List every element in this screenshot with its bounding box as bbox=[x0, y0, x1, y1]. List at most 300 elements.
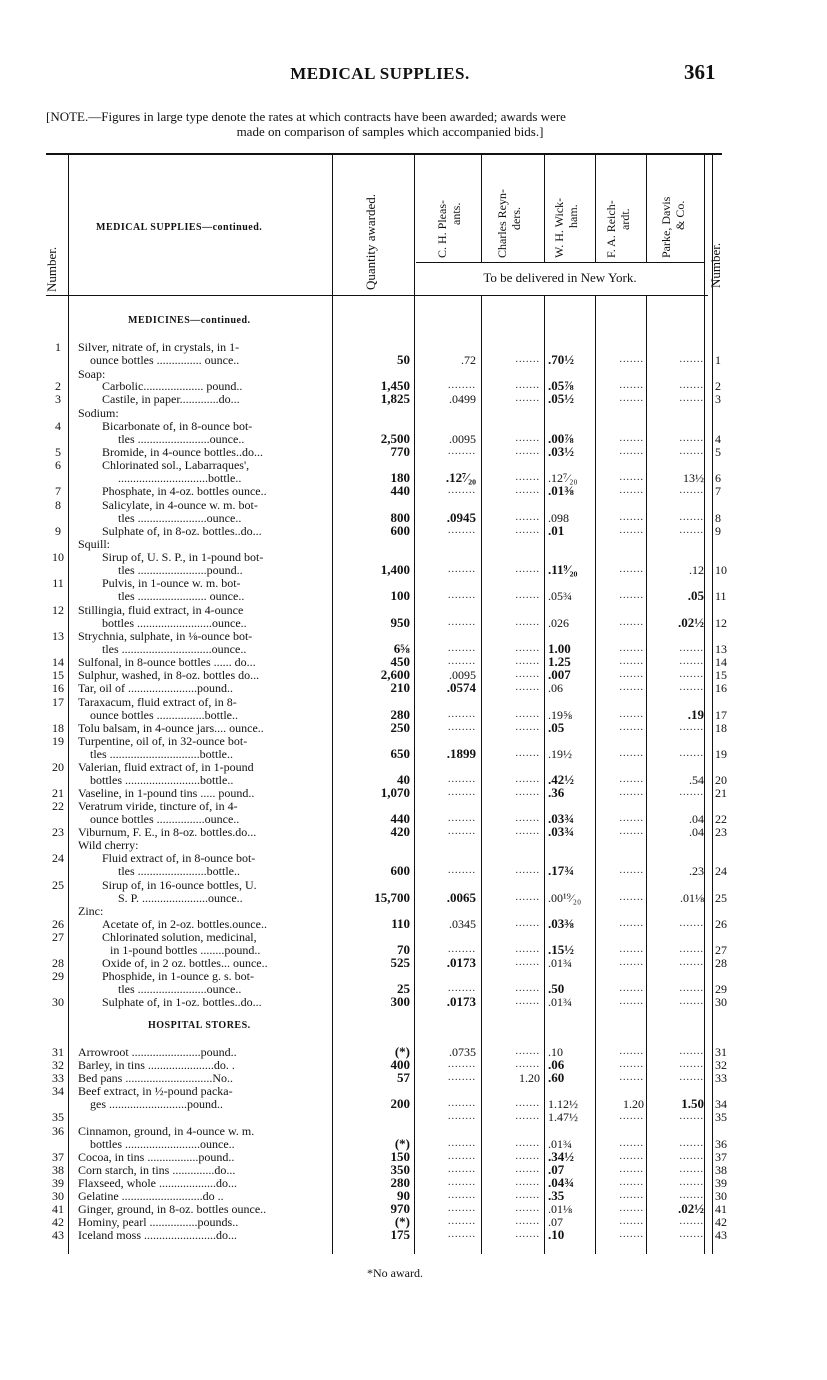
dot-leader: ....... bbox=[619, 1072, 644, 1083]
cell-p1: .0095 bbox=[449, 432, 476, 446]
cell-r: 22 bbox=[715, 812, 727, 826]
dot-leader: ........ bbox=[448, 1177, 476, 1188]
dot-leader: ....... bbox=[515, 826, 540, 837]
cell-n: 6 bbox=[55, 458, 61, 472]
cell-q: 100 bbox=[390, 588, 410, 603]
cell-r: 39 bbox=[715, 1176, 727, 1190]
cell-n: 36 bbox=[52, 1124, 64, 1138]
cell-q: 250 bbox=[390, 720, 410, 735]
cell-n: 15 bbox=[52, 668, 64, 682]
cell-q: 440 bbox=[390, 483, 410, 498]
dot-leader: ....... bbox=[619, 354, 644, 365]
cell-q: (*) bbox=[394, 1214, 410, 1229]
cell-r: 12 bbox=[715, 616, 727, 630]
dot-leader: ....... bbox=[679, 996, 704, 1007]
cell-r: 37 bbox=[715, 1150, 727, 1164]
cell-d: Soap: bbox=[78, 367, 106, 381]
cell-n: 22 bbox=[52, 799, 64, 813]
dot-leader: ....... bbox=[679, 1151, 704, 1162]
table-row bbox=[0, 563, 827, 577]
cell-p3: .03⅜ bbox=[548, 916, 574, 931]
cell-r: 4 bbox=[715, 432, 721, 446]
dot-leader: ....... bbox=[515, 1046, 540, 1057]
cell-d: Fluid extract of, in 8-ounce bot- bbox=[102, 851, 256, 865]
table-row bbox=[0, 511, 827, 525]
cell-n: 23 bbox=[52, 825, 64, 839]
dot-leader: ........ bbox=[448, 1203, 476, 1214]
cell-r: 21 bbox=[715, 786, 727, 800]
dot-leader: ....... bbox=[515, 748, 540, 759]
cell-d: Viburnum, F. E., in 8-oz. bottles.do... bbox=[78, 825, 257, 839]
cell-d: Phosphate, in 4-oz. bottles ounce.. bbox=[102, 484, 267, 498]
dot-leader: ........ bbox=[448, 380, 476, 391]
cell-p1: .0735 bbox=[449, 1045, 476, 1059]
dot-leader: ....... bbox=[679, 669, 704, 680]
cell-n: 11 bbox=[52, 576, 64, 590]
dot-leader: ....... bbox=[619, 393, 644, 404]
cell-p3: .06 bbox=[548, 681, 563, 695]
header-description: MEDICAL SUPPLIES—continued. bbox=[96, 222, 263, 233]
cell-n: 12 bbox=[52, 603, 64, 617]
cell-r: 34 bbox=[715, 1097, 727, 1111]
cell-d: Vaseline, in 1-pound tins ..... pound.. bbox=[78, 786, 255, 800]
cell-q: 280 bbox=[390, 1175, 410, 1190]
cell-p3: .098 bbox=[548, 511, 569, 525]
dot-leader: ....... bbox=[515, 892, 540, 903]
dot-leader: ....... bbox=[679, 354, 704, 365]
cell-n: 18 bbox=[52, 721, 64, 735]
dot-leader: ....... bbox=[679, 1111, 704, 1122]
table-row bbox=[0, 825, 827, 839]
cell-d: ges ..........................pound.. bbox=[90, 1097, 223, 1111]
dot-leader: ........ bbox=[448, 1111, 476, 1122]
cell-d: Beef extract, in ½-pound packa- bbox=[78, 1084, 233, 1098]
dot-leader: ....... bbox=[619, 1046, 644, 1057]
table-row bbox=[0, 930, 827, 944]
cell-d: Bed pans .............................No.. bbox=[78, 1071, 233, 1085]
header-bidder-2b: ders. bbox=[509, 207, 523, 230]
header-bidder-5b: & Co. bbox=[673, 200, 687, 230]
dot-leader: ....... bbox=[679, 983, 704, 994]
cell-r: 5 bbox=[715, 445, 721, 459]
cell-d: Pulvis, in 1-ounce w. m. bot- bbox=[102, 576, 241, 590]
header-bidder-2a: Charles Reyn- bbox=[495, 189, 509, 258]
cell-r: 23 bbox=[715, 825, 727, 839]
cell-n: 30 bbox=[52, 995, 64, 1009]
dot-leader: ....... bbox=[619, 446, 644, 457]
header-bidder-4b: ardt. bbox=[618, 208, 632, 230]
dot-leader: ....... bbox=[515, 354, 540, 365]
dot-leader: ....... bbox=[679, 918, 704, 929]
table-row bbox=[0, 419, 827, 433]
cell-p1: .0173 bbox=[446, 955, 476, 970]
cell-d: tles .......................ounce.. bbox=[118, 511, 242, 525]
dot-leader: ........ bbox=[448, 643, 476, 654]
cell-p3: .03¾ bbox=[548, 824, 574, 839]
cell-d: bottles .........................bottle.. bbox=[90, 773, 234, 787]
dot-leader: ....... bbox=[619, 722, 644, 733]
dot-leader: ........ bbox=[448, 525, 476, 536]
cell-r: 14 bbox=[715, 655, 727, 669]
dot-leader: ....... bbox=[679, 1229, 704, 1240]
cell-q: 40 bbox=[397, 772, 410, 787]
cell-d: Carbolic.................... pound.. bbox=[102, 379, 243, 393]
cell-n: 41 bbox=[52, 1202, 64, 1216]
cell-p5: .19 bbox=[687, 707, 704, 722]
cell-d: tles ..............................bottle.. bbox=[90, 747, 233, 761]
dot-leader: ....... bbox=[515, 1216, 540, 1227]
cell-r: 26 bbox=[715, 917, 727, 931]
table-row bbox=[0, 799, 827, 813]
table-row bbox=[0, 838, 827, 852]
cell-d: Barley, in tins ......................do. . bbox=[78, 1058, 235, 1072]
header-bidder-3b: ham. bbox=[566, 204, 580, 228]
cell-r: 10 bbox=[715, 563, 727, 577]
cell-n: 2 bbox=[55, 379, 61, 393]
dot-leader: ....... bbox=[619, 380, 644, 391]
cell-p5: 1.50 bbox=[681, 1096, 704, 1111]
cell-q: 2,500 bbox=[380, 431, 410, 446]
cell-n: 10 bbox=[52, 550, 64, 564]
cell-r: 27 bbox=[715, 943, 727, 957]
cell-d: ounce bottles ................ounce.. bbox=[90, 812, 240, 826]
dot-leader: ....... bbox=[515, 590, 540, 601]
cell-n: 21 bbox=[52, 786, 64, 800]
dot-leader: ....... bbox=[679, 1216, 704, 1227]
table-row bbox=[0, 982, 827, 996]
cell-d: S. P. ......................ounce.. bbox=[118, 891, 243, 905]
cell-r: 9 bbox=[715, 524, 721, 538]
cell-d: Valerian, fluid extract of, in 1-pound bbox=[78, 760, 254, 774]
dot-leader: ....... bbox=[679, 446, 704, 457]
cell-p1: .0173 bbox=[446, 994, 476, 1009]
cell-d: Sodium: bbox=[78, 406, 119, 420]
cell-p5: .01⅛ bbox=[680, 891, 704, 905]
table-row bbox=[0, 1124, 827, 1138]
header-bidder-5a: Parke, Davis bbox=[659, 196, 673, 258]
cell-r: 15 bbox=[715, 668, 727, 682]
dot-leader: ....... bbox=[619, 1190, 644, 1201]
header-bidder-4a: F. A. Reich- bbox=[604, 200, 618, 258]
dot-leader: ........ bbox=[448, 1229, 476, 1240]
cell-n: 27 bbox=[52, 930, 64, 944]
dot-leader: ........ bbox=[448, 774, 476, 785]
dot-leader: ........ bbox=[448, 1190, 476, 1201]
dot-leader: ....... bbox=[619, 485, 644, 496]
cell-p3: .50 bbox=[548, 981, 565, 996]
cell-q: 950 bbox=[390, 615, 410, 630]
cell-p5: .12 bbox=[689, 563, 704, 577]
dot-leader: ....... bbox=[515, 1138, 540, 1149]
page-number: 361 bbox=[684, 60, 716, 84]
dot-leader: ....... bbox=[619, 813, 644, 824]
dot-leader: ........ bbox=[448, 1059, 476, 1070]
cell-q: 1,450 bbox=[380, 378, 410, 393]
cell-r: 41 bbox=[715, 1202, 727, 1216]
dot-leader: ....... bbox=[619, 1111, 644, 1122]
cell-p3: .05 bbox=[548, 720, 565, 735]
cell-n: 7 bbox=[55, 484, 61, 498]
cell-d: in 1-pound bottles ........pound.. bbox=[110, 943, 261, 957]
section-hospital-stores: HOSPITAL STORES. bbox=[148, 1020, 251, 1031]
cell-p3: .12⁷⁄₂₀ bbox=[548, 471, 578, 485]
cell-d: tles .......................ounce.. bbox=[118, 982, 242, 996]
dot-leader: ....... bbox=[679, 1164, 704, 1175]
cell-p3: 1.25 bbox=[548, 654, 571, 669]
cell-p3: .03¾ bbox=[548, 811, 574, 826]
cell-r: 11 bbox=[715, 589, 727, 603]
cell-p3: .00⅞ bbox=[548, 431, 574, 446]
cell-q: 400 bbox=[390, 1057, 410, 1072]
cell-p3: .007 bbox=[548, 667, 571, 682]
table-row bbox=[0, 471, 827, 485]
cell-r: 30 bbox=[715, 995, 727, 1009]
table-row bbox=[0, 1228, 827, 1242]
dot-leader: ....... bbox=[679, 1072, 704, 1083]
table-row bbox=[0, 1097, 827, 1111]
cell-d: Sulphur, washed, in 8-oz. bottles do... bbox=[78, 668, 260, 682]
dot-leader: ....... bbox=[515, 669, 540, 680]
cell-d: Gelatine ...........................do .. bbox=[78, 1189, 224, 1203]
table-row bbox=[0, 851, 827, 865]
table-row bbox=[0, 681, 827, 695]
cell-p3: .03½ bbox=[548, 444, 574, 459]
cell-n: 19 bbox=[52, 734, 64, 748]
cell-p3: .60 bbox=[548, 1070, 565, 1085]
cell-q: 800 bbox=[390, 510, 410, 525]
footnote: *No award. bbox=[367, 1266, 423, 1280]
dot-leader: ....... bbox=[679, 433, 704, 444]
cell-p3: .35 bbox=[548, 1188, 565, 1203]
dot-leader: ....... bbox=[679, 1046, 704, 1057]
dot-leader: ........ bbox=[448, 983, 476, 994]
cell-d: Sulphate of, in 8-oz. bottles..do... bbox=[102, 524, 262, 538]
cell-d: Silver, nitrate of, in crystals, in 1- bbox=[78, 340, 240, 354]
dot-leader: ........ bbox=[448, 722, 476, 733]
dot-leader: ....... bbox=[619, 1203, 644, 1214]
cell-p1: .0499 bbox=[449, 392, 476, 406]
cell-r: 16 bbox=[715, 681, 727, 695]
cell-q: 2,600 bbox=[380, 667, 410, 682]
cell-q: 180 bbox=[390, 470, 410, 485]
cell-q: 300 bbox=[390, 994, 410, 1009]
cell-n: 33 bbox=[52, 1071, 64, 1085]
cell-r: 7 bbox=[715, 484, 721, 498]
table-row bbox=[0, 956, 827, 970]
cell-q: 90 bbox=[397, 1188, 410, 1203]
cell-q: 600 bbox=[390, 523, 410, 538]
table-row bbox=[0, 721, 827, 735]
cell-q: 6⅝ bbox=[393, 641, 410, 656]
cell-d: Castile, in paper.............do... bbox=[102, 392, 240, 406]
col-line-p4 bbox=[646, 154, 647, 262]
cell-d: Oxide of, in 2 oz. bottles... ounce.. bbox=[102, 956, 268, 970]
cell-d: Hominy, pearl ................pounds.. bbox=[78, 1215, 239, 1229]
cell-p3: .05¾ bbox=[548, 589, 572, 603]
cell-q: 450 bbox=[390, 654, 410, 669]
cell-p3: .06 bbox=[548, 1057, 565, 1072]
dot-leader: ....... bbox=[515, 918, 540, 929]
cell-q: 110 bbox=[391, 916, 410, 931]
cell-n: 9 bbox=[55, 524, 61, 538]
table-row bbox=[0, 589, 827, 603]
cell-d: Zinc: bbox=[78, 904, 104, 918]
cell-p1: .0095 bbox=[449, 668, 476, 682]
cell-p1: .0945 bbox=[446, 510, 476, 525]
dot-leader: ........ bbox=[448, 1151, 476, 1162]
cell-p3: .36 bbox=[548, 785, 565, 800]
cell-r: 32 bbox=[715, 1058, 727, 1072]
cell-d: Sirup of, U. S. P., in 1-pound bot- bbox=[102, 550, 264, 564]
cell-n: 16 bbox=[52, 681, 64, 695]
cell-d: Chlorinated sol., Labarraques', bbox=[102, 458, 250, 472]
dot-leader: ....... bbox=[515, 472, 540, 483]
table-row bbox=[0, 392, 827, 406]
cell-p5: .02½ bbox=[678, 1201, 704, 1216]
dot-leader: ....... bbox=[515, 865, 540, 876]
table-row bbox=[0, 773, 827, 787]
dot-leader: ....... bbox=[515, 1059, 540, 1070]
table-row bbox=[0, 1058, 827, 1072]
cell-p3: .00¹⁹⁄₂₀ bbox=[548, 891, 582, 905]
cell-p5: .05 bbox=[687, 588, 704, 603]
cell-r: 17 bbox=[715, 708, 727, 722]
dot-leader: ........ bbox=[448, 590, 476, 601]
cell-n: 20 bbox=[52, 760, 64, 774]
cell-n: 24 bbox=[52, 851, 64, 865]
cell-p1: .0345 bbox=[449, 917, 476, 931]
cell-p3: .34½ bbox=[548, 1149, 574, 1164]
dot-leader: ........ bbox=[448, 813, 476, 824]
dot-leader: ....... bbox=[619, 1138, 644, 1149]
cell-q: 175 bbox=[390, 1227, 410, 1242]
dot-leader: ....... bbox=[515, 813, 540, 824]
cell-p1: .12⁷⁄₂₀ bbox=[445, 470, 476, 485]
table-row bbox=[0, 629, 827, 643]
cell-n: 26 bbox=[52, 917, 64, 931]
cell-d: tles ........................ounce.. bbox=[118, 432, 245, 446]
dot-leader: ....... bbox=[679, 1059, 704, 1070]
table-row bbox=[0, 445, 827, 459]
cell-d: Sulfonal, in 8-ounce bottles ...... do... bbox=[78, 655, 256, 669]
table-row bbox=[0, 655, 827, 669]
dot-leader: ....... bbox=[515, 1164, 540, 1175]
dot-leader: ........ bbox=[448, 944, 476, 955]
cell-d: Iceland moss ........................do... bbox=[78, 1228, 237, 1242]
dot-leader: ....... bbox=[515, 722, 540, 733]
cell-d: Tolu balsam, in 4-ounce jars.... ounce.. bbox=[78, 721, 264, 735]
table-row bbox=[0, 1202, 827, 1216]
cell-d: bottles .........................ounce.. bbox=[90, 1137, 235, 1151]
dot-leader: ....... bbox=[679, 485, 704, 496]
delivery-rule bbox=[416, 262, 704, 263]
cell-q: 650 bbox=[390, 746, 410, 761]
dot-leader: ....... bbox=[619, 709, 644, 720]
table-row bbox=[0, 406, 827, 420]
cell-r: 2 bbox=[715, 379, 721, 393]
cell-p3: .11⁹⁄₂₀ bbox=[548, 562, 578, 577]
header-bidder-1b: ants. bbox=[449, 202, 463, 225]
dot-leader: ....... bbox=[515, 996, 540, 1007]
cell-d: Phosphide, in 1-ounce g. s. bot- bbox=[102, 969, 254, 983]
dot-leader: ....... bbox=[515, 433, 540, 444]
dot-leader: ....... bbox=[515, 656, 540, 667]
cell-q: 57 bbox=[397, 1070, 410, 1085]
header-bidder-3a: W. H. Wick- bbox=[552, 197, 566, 258]
table-row bbox=[0, 747, 827, 761]
table-row bbox=[0, 812, 827, 826]
cell-d: Wild cherry: bbox=[78, 838, 139, 852]
table-row bbox=[0, 484, 827, 498]
table-row bbox=[0, 864, 827, 878]
cell-d: Chlorinated solution, medicinal, bbox=[102, 930, 257, 944]
dot-leader: ....... bbox=[515, 1177, 540, 1188]
cell-r: 1 bbox=[715, 353, 721, 367]
cell-q: 150 bbox=[390, 1149, 410, 1164]
dot-leader: ........ bbox=[448, 485, 476, 496]
dot-leader: ........ bbox=[448, 1072, 476, 1083]
table-row bbox=[0, 904, 827, 918]
dot-leader: ....... bbox=[619, 996, 644, 1007]
dot-leader: ....... bbox=[515, 774, 540, 785]
dot-leader: ....... bbox=[679, 722, 704, 733]
cell-r: 20 bbox=[715, 773, 727, 787]
table-row bbox=[0, 537, 827, 551]
dot-leader: ....... bbox=[619, 1059, 644, 1070]
dot-leader: ....... bbox=[679, 512, 704, 523]
cell-d: Tar, oil of .......................pound.. bbox=[78, 681, 233, 695]
cell-r: 8 bbox=[715, 511, 721, 525]
cell-r: 43 bbox=[715, 1228, 727, 1242]
cell-n: 28 bbox=[52, 956, 64, 970]
cell-q: 25 bbox=[397, 981, 410, 996]
table-row bbox=[0, 995, 827, 1009]
dot-leader: ....... bbox=[515, 682, 540, 693]
cell-r: 33 bbox=[715, 1071, 727, 1085]
table-row bbox=[0, 943, 827, 957]
cell-q: 280 bbox=[390, 707, 410, 722]
dot-leader: ....... bbox=[679, 1177, 704, 1188]
cell-p4: 1.20 bbox=[623, 1097, 644, 1111]
dot-leader: ....... bbox=[619, 865, 644, 876]
table-row bbox=[0, 917, 827, 931]
cell-d: Bromide, in 4-ounce bottles..do... bbox=[102, 445, 263, 459]
cell-n: 13 bbox=[52, 629, 64, 643]
dot-leader: ....... bbox=[619, 590, 644, 601]
dot-leader: ....... bbox=[515, 787, 540, 798]
note-line-2: made on comparison of samples which accompanied bids.] bbox=[236, 124, 544, 139]
cell-n: 5 bbox=[55, 445, 61, 459]
dot-leader: ....... bbox=[679, 957, 704, 968]
cell-n: 8 bbox=[55, 498, 61, 512]
cell-n: 32 bbox=[52, 1058, 64, 1072]
cell-r: 36 bbox=[715, 1137, 727, 1151]
dot-leader: ....... bbox=[515, 393, 540, 404]
dot-leader: ....... bbox=[619, 748, 644, 759]
cell-q: 1,070 bbox=[380, 785, 410, 800]
cell-p3: .026 bbox=[548, 616, 569, 630]
dot-leader: ........ bbox=[448, 1138, 476, 1149]
cell-p1: .0574 bbox=[446, 680, 476, 695]
cell-p5: .04 bbox=[689, 812, 704, 826]
table-row bbox=[0, 1071, 827, 1085]
dot-leader: ....... bbox=[679, 656, 704, 667]
dot-leader: ........ bbox=[448, 826, 476, 837]
table-row bbox=[0, 1137, 827, 1151]
cell-p3: .07 bbox=[548, 1215, 563, 1229]
dot-leader: ....... bbox=[679, 748, 704, 759]
cell-r: 25 bbox=[715, 891, 727, 905]
